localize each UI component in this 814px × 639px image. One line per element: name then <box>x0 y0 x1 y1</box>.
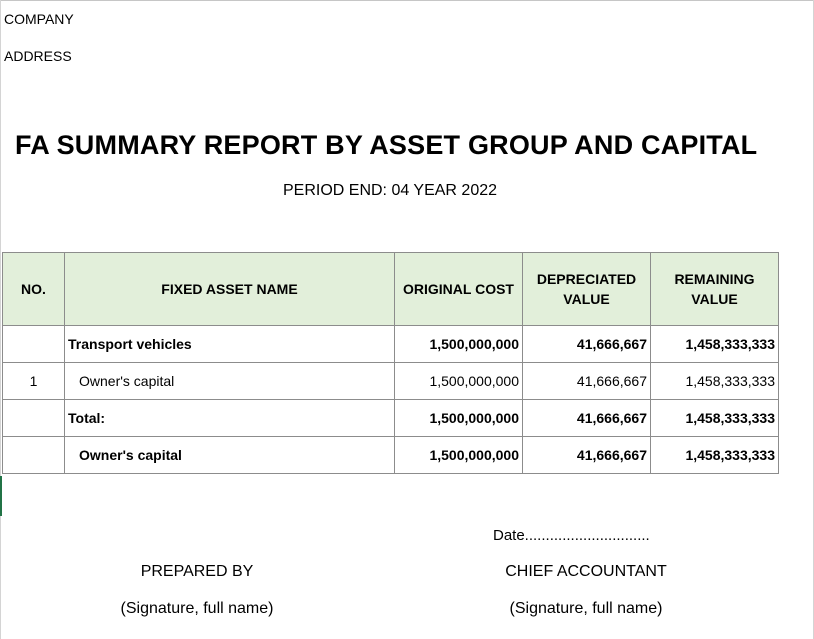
cell-original-cost[interactable]: 1,500,000,000 <box>395 363 523 400</box>
prepared-by-label[interactable]: PREPARED BY <box>140 563 254 580</box>
cell-depreciated-value[interactable]: 41,666,667 <box>523 437 651 474</box>
cell-asset-name[interactable]: Owner's capital <box>65 363 395 400</box>
cell-total-label[interactable]: Total: <box>65 400 395 437</box>
cell-depreciated-value[interactable]: 41,666,667 <box>523 363 651 400</box>
column-header-remaining-value[interactable]: REMAINING VALUE <box>651 253 779 326</box>
sheet-left-border <box>0 0 1 639</box>
cell-capital-name[interactable]: Owner's capital <box>65 437 395 474</box>
cell-asset-name[interactable]: Transport vehicles <box>65 326 395 363</box>
column-header-depreciated-value[interactable]: DEPRECIATED VALUE <box>523 253 651 326</box>
cell-no[interactable] <box>3 326 65 363</box>
cell-original-cost[interactable]: 1,500,000,000 <box>395 400 523 437</box>
table-header-row <box>3 253 779 326</box>
cell-original-cost[interactable]: 1,500,000,000 <box>395 326 523 363</box>
sheet-top-border <box>0 0 814 1</box>
cell-depreciated-value[interactable]: 41,666,667 <box>523 326 651 363</box>
column-header-fixed-asset-name[interactable]: FIXED ASSET NAME <box>65 253 395 326</box>
cell-original-cost[interactable]: 1,500,000,000 <box>395 437 523 474</box>
table-row-capital-total <box>3 437 779 474</box>
column-header-no[interactable]: NO. <box>3 253 65 326</box>
table-row-total <box>3 400 779 437</box>
fa-summary-table <box>2 252 779 474</box>
chief-accountant-signature[interactable]: (Signature, full name) <box>509 600 663 617</box>
cell-no[interactable] <box>3 400 65 437</box>
active-cell-marker <box>0 476 2 516</box>
address-label[interactable]: ADDRESS <box>4 48 72 64</box>
cell-remaining-value[interactable]: 1,458,333,333 <box>651 326 779 363</box>
cell-depreciated-value[interactable]: 41,666,667 <box>523 400 651 437</box>
table-row-asset-group <box>3 326 779 363</box>
report-period[interactable]: PERIOD END: 04 YEAR 2022 <box>282 182 498 199</box>
report-title[interactable]: FA SUMMARY REPORT BY ASSET GROUP AND CAPITAL <box>15 130 758 160</box>
company-label[interactable]: COMPANY <box>4 11 74 27</box>
table-row-asset-detail <box>3 363 779 400</box>
prepared-by-signature[interactable]: (Signature, full name) <box>120 600 274 617</box>
cell-no[interactable]: 1 <box>3 363 65 400</box>
column-header-original-cost[interactable]: ORIGINAL COST <box>395 253 523 326</box>
date-line[interactable]: Date.............................. <box>493 527 650 544</box>
chief-accountant-label[interactable]: CHIEF ACCOUNTANT <box>505 563 667 580</box>
cell-remaining-value[interactable]: 1,458,333,333 <box>651 363 779 400</box>
cell-remaining-value[interactable]: 1,458,333,333 <box>651 437 779 474</box>
cell-no[interactable] <box>3 437 65 474</box>
cell-remaining-value[interactable]: 1,458,333,333 <box>651 400 779 437</box>
